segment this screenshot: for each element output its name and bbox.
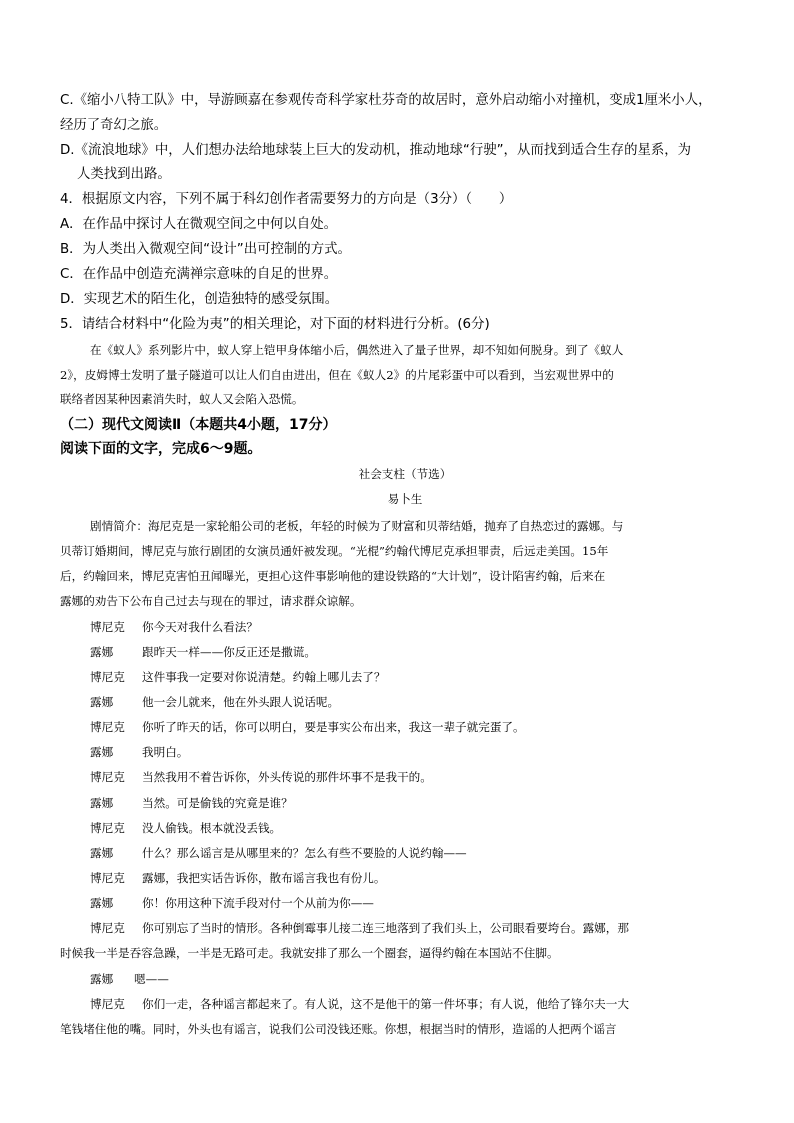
dialogue-line bbox=[90, 845, 750, 861]
dialogue-text: 嗯—— bbox=[134, 972, 169, 986]
dialogue-text: 你！你用这种下流手段对付一个从前为你—— bbox=[142, 896, 374, 910]
question-5-material-line-3: 联络者因某种因素消失时，蚁人又会陷入恐慌。 bbox=[60, 392, 304, 406]
dialogue-line bbox=[90, 795, 750, 811]
dialogue-line bbox=[90, 694, 750, 710]
synopsis-line-3: 后，约翰回来，博尼克害怕丑闻曝光，更担心这件事影响他的建设铁路的“大计划”，设计陷害约翰，后来在 bbox=[60, 569, 606, 583]
dialogue-speaker: 博尼克 bbox=[90, 871, 125, 885]
question-5-material-line-1: 在《蚁人》系列影片中，蚁人穿上铠甲身体缩小后，偶然进入了量子世界，却不知如何脱身。到了《蚁人 bbox=[90, 343, 624, 357]
dialogue-text: 你听了昨天的话，你可以明白，要是事实公布出来，我这一辈子就完蛋了。 bbox=[142, 720, 525, 734]
dialogue-speaker: 露娜 bbox=[90, 745, 114, 759]
option-d-line-2: 人类找到出路。 bbox=[77, 167, 171, 182]
synopsis-line-4: 露娜的劝告下公布自己过去与现在的罪过，请求群众谅解。 bbox=[60, 594, 362, 608]
dialogue-speaker: 博尼克 bbox=[90, 821, 125, 835]
dialogue-text: 你今天对我什么看法？ bbox=[142, 620, 258, 634]
dialogue-speaker: 博尼克 bbox=[90, 770, 125, 784]
dialogue-text: 我明白。 bbox=[142, 745, 189, 759]
question-4-option-a: A．在作品中探讨人在微观空间之中何以自处。 bbox=[60, 217, 337, 232]
dialogue-text: 他一会儿就来，他在外头跟人说话呢。 bbox=[142, 695, 340, 709]
dialogue-text: 跟昨天一样——你反正还是撒谎。 bbox=[142, 645, 316, 659]
part-2-instruction: 阅读下面的文字，完成6～9题。 bbox=[60, 441, 262, 457]
dialogue-text: 没人偷钱。根本就没丢钱。 bbox=[142, 821, 282, 835]
dialogue-speaker: 博尼克 bbox=[90, 670, 125, 684]
question-4-option-d: D．实现艺术的陌生化，创造独特的感受氛围。 bbox=[60, 292, 339, 307]
dialogue-line bbox=[90, 744, 750, 760]
question-5-material-line-2: 2》，皮姆博士发明了量子隧道可以让人们自由进出，但在《蚁人2》的片尾彩蛋中可以看到，当宏观世界中的 bbox=[60, 368, 614, 382]
dialogue-line bbox=[90, 820, 750, 836]
dialogue-speaker: 博尼克 bbox=[90, 921, 125, 935]
question-5-stem: 5．请结合材料中“化险为夷”的相关理论，对下面的材料进行分析。(6分) bbox=[60, 317, 490, 332]
dialogue-line bbox=[90, 895, 750, 911]
dialogue-line bbox=[90, 769, 750, 785]
dialogue-text: 什么？那么谣言是从哪里来的？怎么有些不要脸的人说约翰—— bbox=[142, 846, 467, 860]
dialogue-speaker: 博尼克 bbox=[90, 620, 125, 634]
option-c-line-1: C.《缩小八特工队》中，导游顾嘉在参观传奇科学家杜芬奇的故居时，意外启动缩小对撞机，变成1厘米小人， bbox=[60, 93, 712, 108]
question-4-option-b: B．为人类出入微观空间“设计”出可控制的方式。 bbox=[60, 242, 351, 257]
dialogue-text: 你可别忘了当时的情形。各种倒霉事儿接二连三地落到了我们头上，公司眼看要垮台。露娜，那 bbox=[142, 921, 629, 935]
dialogue-speaker: 露娜 bbox=[90, 695, 114, 709]
dialogue-continuation: 时候我一半是吞容急躁，一半是无路可走。我就安排了那么一个圈套，逼得约翰在本国站不住脚。 bbox=[60, 946, 559, 960]
dialogue-speaker: 露娜 bbox=[90, 972, 114, 986]
part-2-heading: （二）现代文阅读Ⅱ（本题共4小题，17分） bbox=[60, 417, 337, 433]
option-c-line-2: 经历了奇幻之旅。 bbox=[60, 118, 168, 133]
question-4-stem: 4．根据原文内容，下列不属于科幻创作者需要努力的方向是（3分）（ ） bbox=[60, 192, 513, 207]
dialogue-line bbox=[90, 971, 750, 987]
passage-title: 社会支柱（节选） bbox=[358, 467, 452, 481]
passage-author: 易卜生 bbox=[387, 492, 423, 506]
dialogue-continuation: 笔钱堵住他的嘴。同时，外头也有谣言，说我们公司没钱还账。你想，根据当时的情形，造谣的人把两个谣言 bbox=[60, 1022, 617, 1036]
dialogue-line bbox=[90, 920, 750, 936]
dialogue-speaker: 博尼克 bbox=[90, 720, 125, 734]
dialogue-speaker: 露娜 bbox=[90, 796, 114, 810]
synopsis-line-1: 剧情简介：海尼克是一家轮船公司的老板，年轻的时候为了财富和贝蒂结婚，抛弃了自热恋过的露娜。与 bbox=[90, 519, 624, 533]
dialogue-line bbox=[90, 719, 750, 735]
dialogue-line bbox=[90, 669, 750, 685]
dialogue-text: 这件事我一定要对你说清楚。约翰上哪儿去了？ bbox=[142, 670, 386, 684]
option-d-line-1: D.《流浪地球》中，人们想办法给地球装上巨大的发动机，推动地球“行驶”，从而找到适合生存的星系，为 bbox=[60, 143, 692, 158]
dialogue-line bbox=[90, 644, 750, 660]
dialogue-speaker: 露娜 bbox=[90, 896, 114, 910]
dialogue-text: 露娜，我把实话告诉你，散布谣言我也有份儿。 bbox=[142, 871, 386, 885]
question-4-option-c: C．在作品中创造充满禅宗意味的自足的世界。 bbox=[60, 267, 338, 282]
dialogue-line bbox=[90, 870, 750, 886]
dialogue-text: 你们一走，各种谣言都起来了。有人说，这不是他干的第一件坏事；有人说，他给了锋尔夫一大 bbox=[142, 997, 629, 1011]
dialogue-text: 当然我用不着告诉你，外头传说的那件坏事不是我干的。 bbox=[142, 770, 432, 784]
dialogue-speaker: 露娜 bbox=[90, 645, 114, 659]
dialogue-text: 当然。可是偷钱的究竟是谁？ bbox=[142, 796, 293, 810]
dialogue-line bbox=[90, 619, 750, 635]
dialogue-line bbox=[90, 996, 750, 1012]
dialogue-speaker: 博尼克 bbox=[90, 997, 125, 1011]
dialogue-speaker: 露娜 bbox=[90, 846, 114, 860]
synopsis-line-2: 贝蒂订婚期间，博尼克与旅行剧团的女演员通奸被发现。“光棍”约翰代博尼克承担罪责，后远走美国。15年 bbox=[60, 544, 609, 558]
